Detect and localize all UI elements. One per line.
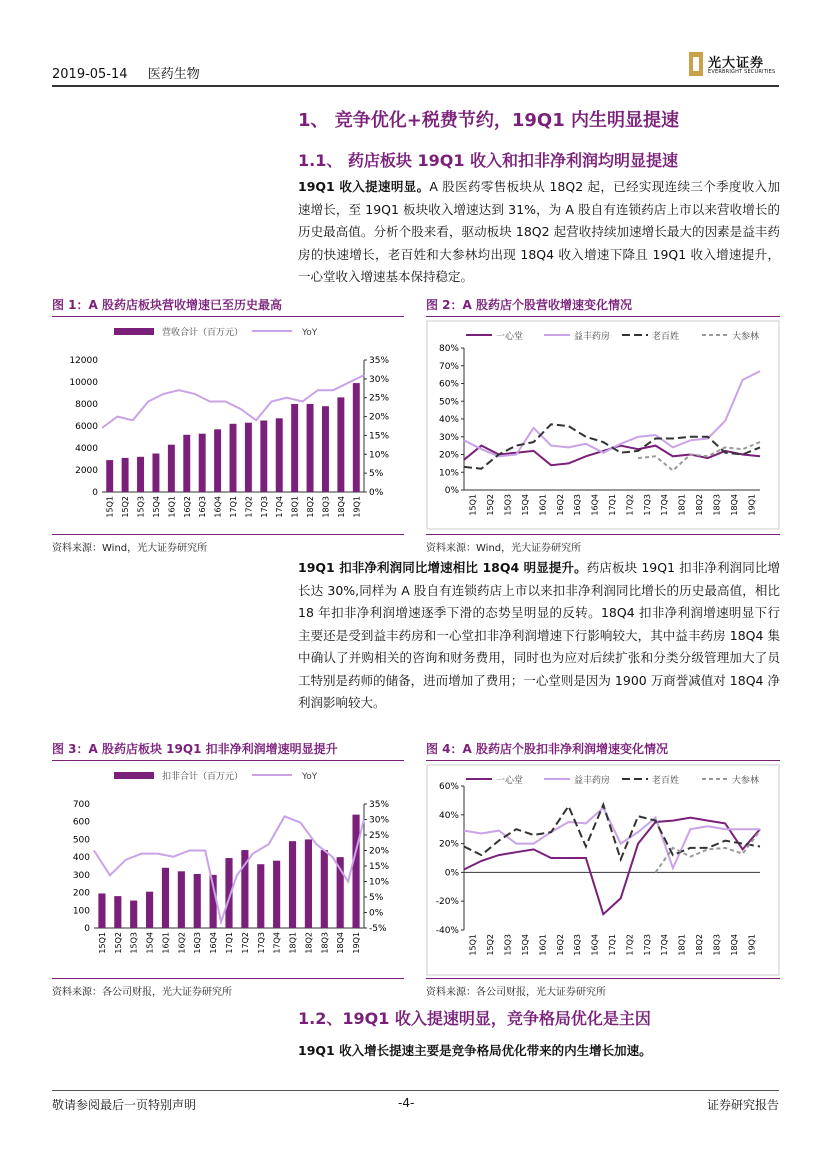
x-tick-label: 18Q2: [695, 934, 705, 956]
legend-label: 益丰药房: [574, 776, 611, 786]
x-tick-label: 16Q1: [538, 494, 548, 516]
report-date: 2019-05-14: [52, 67, 128, 82]
y-right-tick-label: 20%: [369, 846, 390, 857]
logo-name: 光大证券: [708, 56, 765, 71]
bar: [137, 457, 144, 492]
page-number: -4-: [398, 1096, 415, 1110]
bar: [307, 404, 314, 492]
legend-line-label: YoY: [302, 328, 318, 338]
bar: [214, 429, 221, 492]
x-tick-label: 15Q1: [468, 934, 478, 956]
subsection-1-2-title: 1.2、19Q1 收入提速明显，竞争格局优化是主因: [298, 1009, 651, 1028]
paragraph-3: 19Q1 收入增长提速主要是竞争格局优化带来的内生增长加速。: [298, 1043, 652, 1058]
bar: [106, 460, 113, 492]
x-tick-label: 15Q3: [129, 932, 139, 954]
figure-4-source: 资料来源：各公司财报，光大证券研究所: [426, 987, 606, 998]
x-tick-label: 16Q4: [209, 932, 219, 954]
y-tick-label: 60%: [438, 782, 459, 792]
series-line: [464, 808, 760, 869]
y-left-tick-label: 2000: [75, 466, 98, 476]
x-tick-label: 18Q3: [320, 932, 330, 954]
x-tick-label: 16Q1: [538, 934, 548, 956]
paragraph-2: [298, 557, 780, 715]
y-right-tick-label: 15%: [369, 862, 390, 872]
y-tick-label: 20%: [438, 450, 459, 461]
x-tick-label: 18Q1: [288, 932, 298, 954]
y-left-tick-label: 100: [72, 906, 90, 917]
figure-4-bottom-rule: [426, 978, 780, 979]
x-tick-label: 18Q3: [712, 494, 722, 516]
x-tick-label: 15Q2: [486, 934, 496, 956]
x-tick-label: 15Q2: [113, 932, 123, 954]
legend-bar-swatch: [114, 328, 154, 335]
y-tick-label: 10%: [438, 468, 459, 479]
x-tick-label: 17Q1: [229, 496, 238, 518]
y-left-tick-label: 300: [72, 870, 90, 881]
y-right-tick-label: 20%: [369, 412, 390, 423]
y-left-tick-label: 10000: [69, 378, 98, 388]
y-right-tick-label: 5%: [369, 893, 384, 903]
x-tick-label: 18Q1: [677, 934, 687, 956]
legend-bar-label: 营收合计（百万元）: [162, 328, 244, 338]
x-tick-label: 18Q1: [290, 496, 300, 518]
x-tick-label: 18Q4: [729, 934, 739, 956]
x-tick-label: 15Q2: [121, 496, 131, 518]
bar: [98, 893, 105, 928]
x-tick-label: 15Q4: [151, 496, 161, 518]
bar: [122, 458, 129, 492]
company-logo: [689, 50, 779, 80]
x-tick-label: 19Q1: [352, 496, 362, 518]
series-line: [464, 818, 760, 915]
bar: [162, 868, 169, 928]
x-tick-label: 16Q4: [213, 496, 223, 518]
legend-label: 老百姓: [652, 332, 680, 342]
x-tick-label: 17Q3: [642, 934, 652, 956]
x-tick-label: 17Q3: [642, 494, 652, 516]
x-tick-label: 17Q2: [625, 934, 635, 956]
x-tick-label: 18Q2: [304, 932, 314, 954]
figure-3-title: 图 3：A 股药店板块 19Q1 扣非净利润增速明显提升: [52, 742, 338, 756]
figure-3-bottom-rule: [52, 978, 404, 979]
x-tick-label: 17Q2: [240, 932, 250, 954]
paragraph-1-lead: 19Q1 收入提速明显。: [298, 179, 430, 194]
y-left-tick-label: 4000: [75, 444, 98, 454]
y-left-tick-label: 12000: [69, 356, 98, 366]
figure-4-title: 图 4：A 股药店个股扣非净利润增速变化情况: [426, 742, 668, 756]
x-tick-label: 15Q3: [503, 934, 513, 956]
y-left-tick-label: 200: [72, 888, 90, 899]
x-tick-label: 16Q4: [590, 494, 600, 516]
logo-english: EVERBRIGHT SECURITIES: [708, 69, 776, 75]
x-tick-label: 17Q4: [660, 494, 670, 516]
x-tick-label: 15Q4: [520, 494, 530, 516]
x-tick-label: 18Q2: [306, 496, 316, 518]
y-tick-label: 30%: [438, 432, 459, 443]
x-tick-label: 16Q3: [193, 932, 203, 954]
bar: [183, 435, 190, 492]
figure-1-bottom-rule: [52, 534, 404, 535]
x-tick-label: 15Q4: [145, 932, 155, 954]
legend-label: 一心堂: [496, 776, 524, 786]
y-left-tick-label: 500: [72, 835, 90, 846]
paragraph-1: [298, 176, 780, 289]
figure-3-chart: [52, 764, 404, 976]
bar: [321, 850, 328, 928]
x-tick-label: 16Q3: [198, 496, 208, 518]
chart-frame: [427, 765, 779, 975]
paragraph-2-lead: 19Q1 扣非净利润同比增速相比 18Q4 明显提升。: [298, 560, 587, 575]
figure-3-source: 资料来源：各公司财报，光大证券研究所: [52, 987, 232, 998]
x-tick-label: 16Q2: [182, 496, 192, 518]
y-right-tick-label: 25%: [369, 393, 390, 404]
y-right-tick-label: 35%: [369, 800, 390, 810]
bar: [337, 397, 344, 492]
x-tick-label: 16Q2: [555, 934, 565, 956]
chart-frame: [427, 321, 779, 529]
x-tick-label: 16Q3: [573, 934, 583, 956]
figure-3-top-rule: [52, 760, 404, 761]
paragraph-2-text: 药店板块 19Q1 扣非净利润同比增长达 30%,同样为 A 股自有连锁药店上市以来扣非净利润同比增长的历史最高值，相比 18 年扣非净利润增速逐季下滑的态势呈明显的反转。18Q4 扣非净利润增速明显下行主要还是受到益丰药房和一心堂扣非净利润增速下行影响较大，其中益丰药房 18Q4 集中确认了并购相关的咨询和财务费用，同时也为应对后续扩张和分类分级管理加大了员工特别是药师的储备，进而增加了费用；一心堂则是因为 1900 万商誉减值对 18Q4 净利润影响较大。: [298, 560, 780, 710]
x-tick-label: 18Q3: [712, 934, 722, 956]
x-tick-label: 17Q2: [625, 494, 635, 516]
x-tick-label: 19Q1: [747, 934, 757, 956]
y-left-tick-label: 8000: [75, 400, 98, 410]
y-right-tick-label: 10%: [369, 877, 390, 888]
y-left-tick-label: 400: [72, 853, 90, 864]
figure-1-top-rule: [52, 316, 404, 317]
x-tick-label: 15Q3: [136, 496, 146, 518]
y-right-tick-label: 5%: [369, 469, 384, 480]
bar: [257, 864, 264, 928]
x-tick-label: 17Q2: [244, 496, 254, 518]
header-rule: [52, 85, 779, 87]
bar: [178, 871, 185, 928]
bar: [289, 841, 296, 928]
y-right-tick-label: 10%: [369, 450, 390, 461]
bar: [322, 406, 329, 492]
x-tick-label: 18Q4: [336, 496, 346, 518]
y-right-tick-label: -5%: [369, 924, 387, 934]
bar: [273, 861, 280, 928]
y-tick-label: 0%: [444, 868, 459, 879]
x-tick-label: 18Q3: [321, 496, 331, 518]
footer-rule: [52, 1090, 779, 1091]
y-right-tick-label: 0%: [369, 488, 384, 498]
subsection-title: 1.1、 药店板块 19Q1 收入和扣非净利润均明显提速: [298, 151, 679, 170]
bar: [305, 839, 312, 928]
y-tick-label: 60%: [438, 379, 459, 390]
y-right-tick-label: 35%: [369, 356, 390, 366]
x-tick-label: 16Q4: [590, 934, 600, 956]
x-tick-label: 19Q1: [352, 932, 362, 954]
x-tick-label: 15Q3: [503, 494, 513, 516]
x-tick-label: 15Q1: [97, 932, 107, 954]
figure-2-source: 资料来源：Wind，光大证券研究所: [426, 543, 582, 554]
x-tick-label: 18Q4: [336, 932, 346, 954]
x-tick-label: 17Q3: [256, 932, 266, 954]
x-tick-label: 16Q2: [555, 494, 565, 516]
x-tick-label: 15Q1: [105, 496, 115, 518]
y-tick-label: 20%: [438, 839, 459, 850]
figure-2-top-rule: [426, 316, 780, 317]
x-tick-label: 16Q1: [167, 496, 177, 518]
legend-bar-swatch: [114, 772, 154, 779]
legend-label: 老百姓: [652, 776, 680, 786]
y-tick-label: 40%: [438, 810, 459, 821]
bar: [168, 445, 175, 492]
bar: [276, 418, 283, 492]
bar: [353, 383, 360, 492]
y-tick-label: 50%: [438, 397, 459, 408]
y-right-tick-label: 30%: [369, 815, 390, 826]
x-tick-label: 17Q1: [225, 932, 234, 954]
x-tick-label: 15Q1: [468, 494, 478, 516]
legend-label: 一心堂: [496, 332, 524, 342]
bar: [152, 454, 159, 493]
x-tick-label: 16Q3: [573, 494, 583, 516]
bar: [199, 434, 206, 492]
figure-2-chart: [426, 320, 780, 530]
y-left-tick-label: 0: [84, 924, 90, 934]
y-right-tick-label: 15%: [369, 431, 390, 442]
bar: [291, 404, 298, 492]
legend-bar-label: 扣非合计（百万元）: [162, 772, 244, 782]
x-tick-label: 16Q1: [161, 932, 171, 954]
y-right-tick-label: 0%: [369, 908, 384, 919]
x-tick-label: 18Q4: [729, 494, 739, 516]
y-tick-label: 80%: [438, 344, 459, 354]
bar: [260, 421, 267, 493]
figure-4-top-rule: [426, 760, 780, 761]
legend-label: 大参林: [732, 776, 760, 786]
bar: [230, 424, 237, 492]
report-sector: 医药生物: [147, 67, 200, 82]
figure-2-title: 图 2：A 股药店个股营收增速变化情况: [426, 298, 632, 312]
x-tick-label: 17Q4: [660, 934, 670, 956]
figure-4-chart: [426, 764, 780, 976]
y-tick-label: 0%: [444, 486, 459, 496]
x-tick-label: 18Q2: [695, 494, 705, 516]
y-tick-label: 40%: [438, 415, 459, 425]
legend-label: 益丰药房: [574, 332, 611, 342]
footer-disclaimer: 敬请参阅最后一页特别声明: [52, 1098, 197, 1112]
x-tick-label: 18Q1: [677, 494, 687, 516]
bar: [130, 901, 137, 928]
series-line: [464, 805, 760, 860]
legend-line-label: YoY: [302, 772, 318, 782]
figure-1-source: 资料来源：Wind，光大证券研究所: [52, 543, 208, 554]
y-left-tick-label: 700: [72, 800, 90, 810]
bar: [352, 815, 359, 928]
x-tick-label: 15Q2: [486, 494, 496, 516]
bar: [245, 423, 252, 492]
x-tick-label: 15Q4: [520, 934, 530, 956]
paragraph-1-text: A 股医药零售板块从 18Q2 起，已经实现连续三个季度收入加速增长，至 19Q1 板块收入增速达到 31%，为 A 股自有连锁药店上市以来营收增长的历史最高值。分析个股来看，驱动板块 18Q2 起营收持续加速增长最大的因素是益丰药房的快速增长，老百姓和大参林均出现 18Q4 收入增速下降且 19Q1 收入增速提升，一心堂收入增速基本保持稳定。: [298, 179, 780, 284]
y-right-tick-label: 25%: [369, 831, 390, 841]
y-tick-label: -40%: [435, 926, 459, 936]
x-tick-label: 17Q4: [272, 932, 282, 954]
figure-1-title: 图 1：A 股药店板块营收增速已至历史最高: [52, 298, 282, 312]
y-tick-label: 70%: [438, 361, 459, 372]
logo-mark-icon: [689, 52, 703, 76]
x-tick-label: 17Q1: [608, 934, 617, 956]
figure-2-bottom-rule: [426, 534, 780, 535]
x-tick-label: 16Q2: [177, 932, 187, 954]
x-tick-label: 17Q4: [275, 496, 285, 518]
y-left-tick-label: 6000: [75, 422, 98, 432]
bar: [146, 892, 153, 928]
bar: [194, 874, 201, 928]
x-tick-label: 17Q1: [608, 494, 617, 516]
bar: [114, 896, 121, 928]
footer-report-type: 证券研究报告: [706, 1098, 779, 1112]
section-title: 1、 竞争优化+税费节约，19Q1 内生明显提速: [298, 110, 680, 131]
page-header: [52, 63, 216, 82]
figure-1-chart: [52, 320, 404, 530]
x-tick-label: 17Q3: [259, 496, 269, 518]
y-left-tick-label: 600: [72, 817, 90, 828]
y-right-tick-label: 30%: [369, 374, 390, 385]
legend-label: 大参林: [732, 332, 760, 342]
x-tick-label: 19Q1: [747, 494, 757, 516]
y-left-tick-label: 0: [92, 488, 98, 498]
y-tick-label: -20%: [435, 897, 459, 908]
